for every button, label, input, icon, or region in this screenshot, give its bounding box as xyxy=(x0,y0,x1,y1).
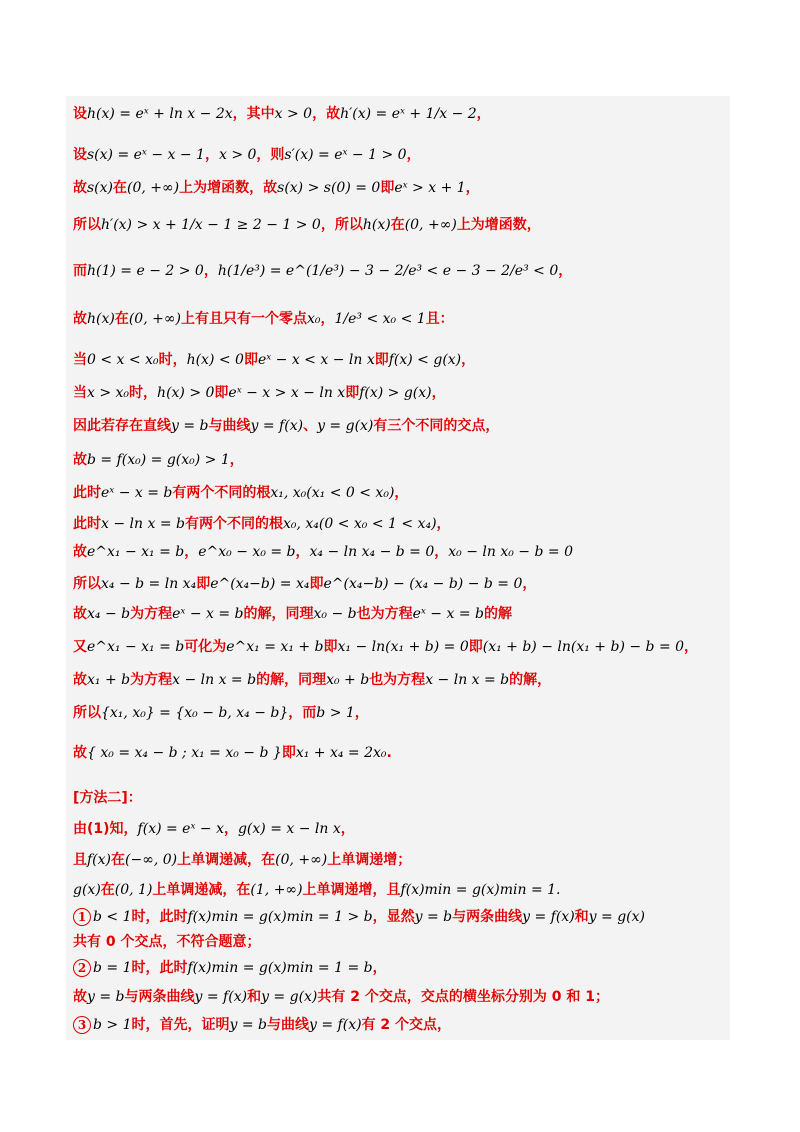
math-expression: y = g(x) xyxy=(588,909,645,925)
text-line xyxy=(73,350,475,370)
text-run: 即 xyxy=(214,385,229,401)
text-run: 故 xyxy=(73,606,87,622)
text-run: 且 xyxy=(73,852,87,868)
math-expression: s′(x) = eˣ − 1 > 0 xyxy=(284,147,407,163)
math-expression: y = g(x) xyxy=(317,418,374,434)
text-run: 即 xyxy=(468,639,483,655)
text-line xyxy=(73,907,645,927)
text-run: 在 xyxy=(114,311,129,327)
case-number-badge: 2 xyxy=(73,959,91,977)
text-line xyxy=(73,483,408,503)
text-run: ， xyxy=(558,263,573,279)
text-line xyxy=(73,987,609,1007)
math-expression: f(x)min = g(x)min = 1 > b xyxy=(187,909,373,925)
text-line xyxy=(73,743,392,763)
text-line xyxy=(73,703,369,723)
text-run: 当 xyxy=(73,352,87,368)
math-expression: s(x) > s(0) = 0 xyxy=(277,180,381,196)
math-expression: eˣ − x = b xyxy=(101,485,173,501)
math-expression: y = g(x) xyxy=(261,989,318,1005)
math-expression: e^x₁ − x₁ = b xyxy=(87,544,185,560)
text-run: 时，此时 xyxy=(131,909,188,925)
text-run: 设 xyxy=(73,106,87,122)
math-expression: eˣ − x > x − ln x xyxy=(228,385,346,401)
text-line xyxy=(73,309,454,329)
text-run: ，其中 xyxy=(232,106,275,122)
text-line xyxy=(73,850,411,870)
text-run: 有两个不同的根 xyxy=(172,485,271,501)
math-expression: f(x) = eˣ − x xyxy=(137,821,224,837)
text-line xyxy=(73,145,421,165)
text-run: 此时 xyxy=(73,485,101,501)
math-expression: (0, +∞) xyxy=(275,852,328,868)
text-run: 在 xyxy=(113,180,128,196)
text-run: ， xyxy=(684,639,699,655)
text-run: ，而 xyxy=(288,705,317,721)
text-run: 因此若存在直线 xyxy=(73,418,171,434)
text-run: 上单调递减，在 xyxy=(152,882,251,898)
text-line xyxy=(73,637,698,657)
text-run: 所以 xyxy=(73,576,101,592)
text-run: 且： xyxy=(425,311,454,327)
math-expression: h′(x) = eˣ + 1/x − 2 xyxy=(340,106,477,122)
text-run: 上有且只有一个零点 xyxy=(180,311,307,327)
text-run: 与两条曲线 xyxy=(124,989,195,1005)
text-run: 在 xyxy=(100,882,115,898)
text-run: 当 xyxy=(73,385,87,401)
math-expression: h(x) xyxy=(362,217,391,233)
text-run: ，所以 xyxy=(320,217,363,233)
text-run: ， xyxy=(203,263,218,279)
text-run: 与曲线 xyxy=(208,418,251,434)
text-run: 上单调递减，在 xyxy=(177,852,276,868)
text-run: ， xyxy=(461,352,476,368)
text-run: ， xyxy=(394,485,409,501)
text-run: 由(1)知， xyxy=(73,821,138,837)
math-expression: y = f(x) xyxy=(309,1017,362,1033)
math-expression: x − ln x = b xyxy=(172,672,257,688)
text-run: [方法二]： xyxy=(73,790,142,806)
math-expression: f(x) xyxy=(87,852,112,868)
text-line xyxy=(73,819,355,839)
text-run: ， xyxy=(406,147,421,163)
text-line xyxy=(73,450,244,470)
text-run: ， xyxy=(465,180,480,196)
text-run: ， xyxy=(372,960,387,976)
math-expression: y = f(x) xyxy=(250,418,304,434)
text-run: 、 xyxy=(303,418,318,434)
math-expression: x₀ + b xyxy=(326,672,370,688)
text-run: 有 2 个交点， xyxy=(361,1017,452,1033)
text-line xyxy=(73,416,499,436)
text-run: 即 xyxy=(345,385,360,401)
text-run: ，故 xyxy=(312,106,341,122)
math-expression: g(x) xyxy=(73,882,101,898)
math-expression: s(x) xyxy=(87,180,114,196)
math-expression: 1/e³ < x₀ < 1 xyxy=(334,311,426,327)
text-run: 即 xyxy=(281,745,296,761)
text-line xyxy=(73,932,261,952)
text-line xyxy=(73,604,512,624)
text-run: 的解， xyxy=(509,672,552,688)
text-line xyxy=(73,104,491,124)
text-line xyxy=(73,1015,451,1035)
math-expression: x₁ − ln(x₁ + b) = 0 xyxy=(337,639,469,655)
text-run: ， xyxy=(522,576,537,592)
text-run: ， xyxy=(340,821,355,837)
math-expression: h(x) xyxy=(87,311,115,327)
text-run: ， xyxy=(431,385,446,401)
math-expression: f(x) < g(x) xyxy=(388,352,462,368)
case-number-badge: 3 xyxy=(73,1016,91,1034)
math-expression: e^x₁ − x₁ = b xyxy=(87,639,185,655)
text-run: 有两个不同的根 xyxy=(184,516,283,532)
text-run: 的解，同理 xyxy=(243,606,314,622)
text-run: 故 xyxy=(73,452,87,468)
text-run: ， xyxy=(434,544,449,560)
text-run: 即 xyxy=(309,576,324,592)
text-line xyxy=(73,670,551,690)
text-run: 和 xyxy=(247,989,262,1005)
math-expression: y = b xyxy=(171,418,209,434)
text-run: ， xyxy=(476,106,491,122)
math-expression: f(x)min = g(x)min = 1 = b xyxy=(187,960,373,976)
math-expression: y = b xyxy=(414,909,453,925)
text-run: 即 xyxy=(243,352,258,368)
text-run: 时， xyxy=(129,385,158,401)
text-line xyxy=(73,383,446,403)
text-run: 在 xyxy=(111,852,126,868)
math-expression: eˣ − x = b xyxy=(172,606,244,622)
math-expression: (0, +∞) xyxy=(404,217,457,233)
math-expression: g(x) = x − ln x xyxy=(237,821,341,837)
text-run: 在 xyxy=(390,217,405,233)
text-run: 可化为 xyxy=(184,639,227,655)
text-run: 和 xyxy=(574,909,589,925)
math-expression: e^(x₄−b) − (x₄ − b) − b = 0 xyxy=(323,576,523,592)
text-run: 共有 0 个交点，不符合题意； xyxy=(73,934,261,950)
math-expression: h(x) = eˣ + ln x − 2x xyxy=(87,106,233,122)
text-run: ， xyxy=(436,516,451,532)
math-expression: x₄ − b xyxy=(87,606,131,622)
text-run: 即 xyxy=(374,352,389,368)
text-run: 故 xyxy=(73,311,87,327)
math-expression: x − ln x = b xyxy=(101,516,185,532)
math-expression: x₁ + b xyxy=(87,672,131,688)
text-run: 即 xyxy=(196,576,211,592)
text-line xyxy=(73,178,480,198)
text-line xyxy=(73,542,573,562)
text-run: ， xyxy=(354,705,369,721)
text-run: . xyxy=(386,745,392,761)
text-line xyxy=(73,215,541,235)
text-run: 上为增函数， xyxy=(456,217,541,233)
math-expression: x₄ − b = ln x₄ xyxy=(101,576,197,592)
text-run: ，显然 xyxy=(372,909,415,925)
case-number-badge: 1 xyxy=(73,908,91,926)
math-expression: b > 1 xyxy=(316,705,355,721)
text-run: 所以 xyxy=(73,705,101,721)
text-run: 即 xyxy=(380,180,395,196)
math-expression: (x₁ + b) − ln(x₁ + b) − b = 0 xyxy=(482,639,685,655)
math-expression: h(x) > 0 xyxy=(157,385,215,401)
math-expression: e^(x₄−b) = x₄ xyxy=(210,576,310,592)
text-run: 时， xyxy=(158,352,187,368)
text-run: 此时 xyxy=(73,516,101,532)
text-run: 的解 xyxy=(483,606,512,622)
text-run: 为方程 xyxy=(130,672,173,688)
text-run: 时，首先，证明 xyxy=(131,1017,230,1033)
math-expression: b = 1 xyxy=(93,960,132,976)
text-run: 故 xyxy=(73,672,87,688)
math-expression: s(x) = eˣ − x − 1 xyxy=(87,147,205,163)
math-expression: (1, +∞) xyxy=(250,882,303,898)
text-run: 也为方程 xyxy=(356,606,413,622)
math-expression: x > 0 xyxy=(218,147,257,163)
math-expression: x > 0 xyxy=(274,106,313,122)
text-run: ， xyxy=(204,147,219,163)
math-expression: h′(x) > x + 1/x − 1 ≥ 2 − 1 > 0 xyxy=(101,217,321,233)
text-run: ， xyxy=(320,311,335,327)
text-run: 又 xyxy=(73,639,87,655)
math-expression: x > x₀ xyxy=(87,385,130,401)
math-expression: x₁, x₀(x₁ < 0 < x₀) xyxy=(270,485,395,501)
math-expression: f(x)min = g(x)min = 1. xyxy=(400,882,561,898)
text-run: 与曲线 xyxy=(267,1017,310,1033)
math-expression: e^x₁ = x₁ + b xyxy=(226,639,324,655)
math-expression: 0 < x < x₀ xyxy=(87,352,159,368)
math-expression: b > 1 xyxy=(93,1017,132,1033)
text-line xyxy=(73,261,572,281)
text-run: 与两条曲线 xyxy=(452,909,523,925)
text-run: 为方程 xyxy=(130,606,173,622)
text-run: 即 xyxy=(323,639,338,655)
text-line xyxy=(73,788,142,808)
text-run: ，则 xyxy=(256,147,285,163)
math-expression: x₄ − ln x₄ − b = 0 xyxy=(309,544,435,560)
math-expression: y = b xyxy=(87,989,125,1005)
text-run: 故 xyxy=(73,180,87,196)
text-run: 有三个不同的交点， xyxy=(373,418,500,434)
math-expression: y = f(x) xyxy=(194,989,248,1005)
math-expression: x₀ − ln x₀ − b = 0 xyxy=(448,544,573,560)
text-run: 的解，同理 xyxy=(256,672,327,688)
text-run: ， xyxy=(223,821,238,837)
text-run: ， xyxy=(184,544,199,560)
math-expression: x − ln x = b xyxy=(425,672,510,688)
math-expression: x₀, x₄(0 < x₀ < 1 < x₄) xyxy=(282,516,437,532)
math-expression: eˣ − x = b xyxy=(412,606,484,622)
math-expression: f(x) > g(x) xyxy=(359,385,432,401)
math-expression: h(x) < 0 xyxy=(186,352,244,368)
math-expression: eˣ − x < x − ln x xyxy=(257,352,375,368)
text-run: 上单调递增，且 xyxy=(302,882,401,898)
text-run: 时，此时 xyxy=(131,960,188,976)
math-expression: h(1/e³) = e^(1/e³) − 3 − 2/e³ < e − 3 − 2/e³ < 0 xyxy=(217,263,559,279)
math-expression: x₀ − b xyxy=(313,606,357,622)
math-expression: x₁ + x₄ = 2x₀ xyxy=(295,745,387,761)
math-expression: eˣ > x + 1 xyxy=(394,180,466,196)
math-expression: b < 1 xyxy=(93,909,132,925)
math-expression: b = f(x₀) = g(x₀) > 1 xyxy=(87,452,230,468)
text-run: 故 xyxy=(73,745,87,761)
math-expression: (0, +∞) xyxy=(128,311,181,327)
text-run: 也为方程 xyxy=(369,672,426,688)
text-run: 上单调递增； xyxy=(327,852,412,868)
text-run: 设 xyxy=(73,147,87,163)
text-line xyxy=(73,574,536,594)
text-line xyxy=(73,880,561,900)
text-run: 故 xyxy=(73,989,87,1005)
text-run: 所以 xyxy=(73,217,101,233)
math-expression: {x₁, x₀} = {x₀ − b, x₄ − b} xyxy=(101,705,289,721)
text-run: ， xyxy=(295,544,310,560)
text-run: 上为增函数，故 xyxy=(179,180,278,196)
math-expression: (−∞, 0) xyxy=(125,852,178,868)
math-expression: x₀ xyxy=(306,311,321,327)
math-expression: e^x₀ − x₀ = b xyxy=(198,544,296,560)
text-run: 共有 2 个交点，交点的横坐标分别为 0 和 1； xyxy=(317,989,609,1005)
text-run: ， xyxy=(229,452,244,468)
text-line xyxy=(73,958,387,978)
math-expression: y = b xyxy=(229,1017,268,1033)
math-expression: (0, 1) xyxy=(114,882,153,898)
text-run: 而 xyxy=(73,263,87,279)
math-expression: (0, +∞) xyxy=(127,180,180,196)
math-expression: y = f(x) xyxy=(522,909,575,925)
text-run: 故 xyxy=(73,544,87,560)
math-expression: { x₀ = x₄ − b ; x₁ = x₀ − b } xyxy=(87,745,282,761)
math-expression: h(1) = e − 2 > 0 xyxy=(87,263,204,279)
text-line xyxy=(73,514,451,534)
